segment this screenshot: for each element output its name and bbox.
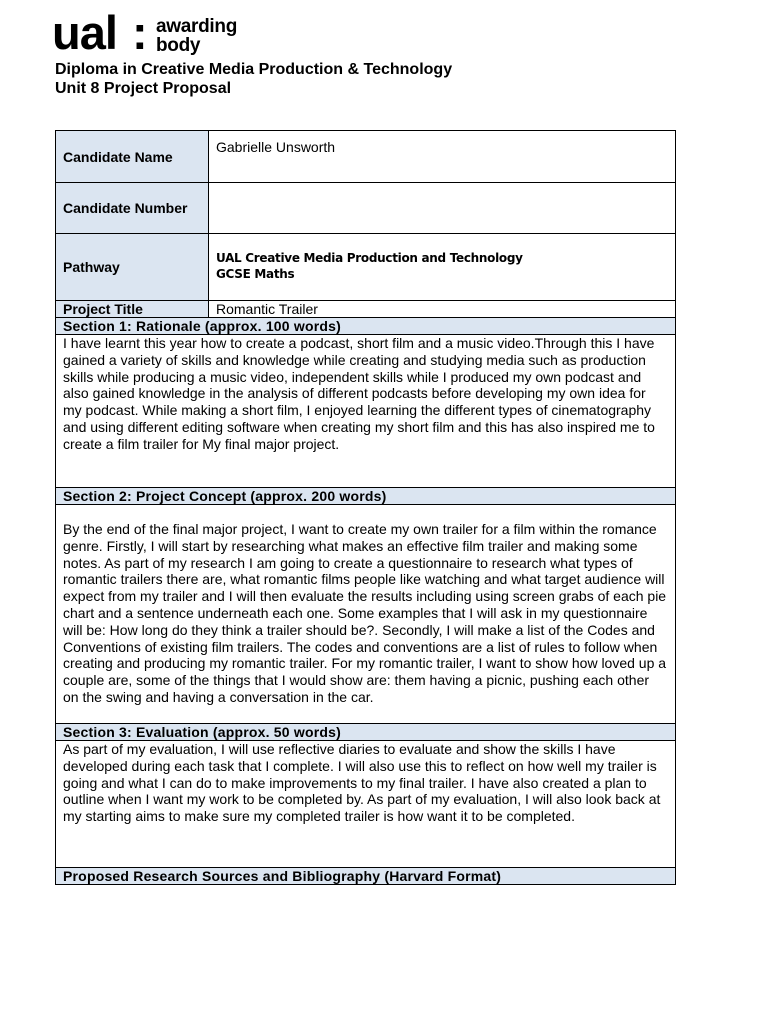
pathway-label: Pathway	[56, 234, 209, 301]
proposal-form-table	[55, 130, 676, 885]
candidate-name-label: Candidate Name	[56, 131, 209, 183]
project-title-row	[56, 301, 676, 318]
pathway-row	[56, 234, 676, 301]
document-title	[55, 60, 452, 98]
project-title-value[interactable]: Romantic Trailer	[209, 301, 676, 318]
section-3-text[interactable]: As part of my evaluation, I will use reflective diaries to evaluate and show the skills I have developed during each task that I complete. I will also use this to reflect on how well my trailer is going and what I can do to make improvements to my final trailer. I have also created a plan to outline when I want my work to be completed by. As part of my evaluation, I will also look back at my starting aims to make sure my completed trailer is how want it to be completed.	[56, 741, 676, 868]
pathway-value[interactable]	[209, 234, 676, 301]
candidate-number-row	[56, 183, 676, 234]
bibliography-heading: Proposed Research Sources and Bibliography (Harvard Format)	[56, 868, 676, 885]
bibliography-heading-row	[56, 868, 676, 885]
unit-title: Unit 8 Project Proposal	[55, 80, 232, 97]
logo-awarding: awarding	[156, 16, 238, 37]
section-2-text[interactable]: By the end of the final major project, I want to create my own trailer for a film within the romance genre. Firstly, I will start by researching what makes an effective film trailer and making some notes. As part of my research I am going to create a questionnaire to research what types of romantic trailers there are, what romantic films people like watching and what target audience will expect from my trailer and I will then evaluate the results including using screen grabs of each pie chart and a sentence underneath each one. Some examples that I will ask in my questionnaire will be: How long do they think a trailer should be?. Secondly, I will make a list of the Codes and Conventions of existing film trailers. The codes and conventions are a list of rules to follow when creating and producing my romantic trailer. For my romantic trailer, I want to show how loved up a couple are, some of the things that I would show are: them having a picnic, pushing each other on the swing and having a conversation in the car.	[56, 505, 676, 724]
candidate-name-row	[56, 131, 676, 183]
candidate-name-value[interactable]: Gabrielle Unsworth	[209, 131, 676, 183]
candidate-number-value[interactable]	[209, 183, 676, 234]
section-3-body-row	[56, 741, 676, 868]
logo-ual-text: ual	[52, 6, 117, 59]
section-2-heading-row	[56, 488, 676, 505]
section-3-heading-row	[56, 724, 676, 741]
section-2-body-row	[56, 505, 676, 724]
project-title-label: Project Title	[56, 301, 209, 318]
section-1-text[interactable]: I have learnt this year how to create a podcast, short film and a music video.Through this I have gained a variety of skills and knowledge while creating and studying media such as production skills while producing a music video, independent skills while I produced my own podcast and also gained knowledge in the analysis of different podcasts before developing my own idea for my podcast. While making a short film, I enjoyed learning the different types of cinematography and using different editing software when creating my short film and this has also inspired me to create a film trailer for My final major project.	[56, 335, 676, 488]
diploma-title: Diploma in Creative Media Production & Technology	[55, 61, 453, 78]
pathway-line-2: GCSE Maths	[216, 267, 295, 281]
section-1-heading-row	[56, 318, 676, 335]
pathway-line-1: UAL Creative Media Production and Technology	[216, 251, 523, 265]
section-1-body-row	[56, 335, 676, 488]
logo-body: body	[156, 35, 201, 56]
candidate-number-label: Candidate Number	[56, 183, 209, 234]
logo-colon: :	[132, 6, 148, 59]
logo-awarding-body	[156, 17, 237, 55]
section-2-heading: Section 2: Project Concept (approx. 200 words)	[56, 488, 676, 505]
section-3-heading: Section 3: Evaluation (approx. 50 words)	[56, 724, 676, 741]
section-1-heading: Section 1: Rationale (approx. 100 words)	[56, 318, 676, 335]
